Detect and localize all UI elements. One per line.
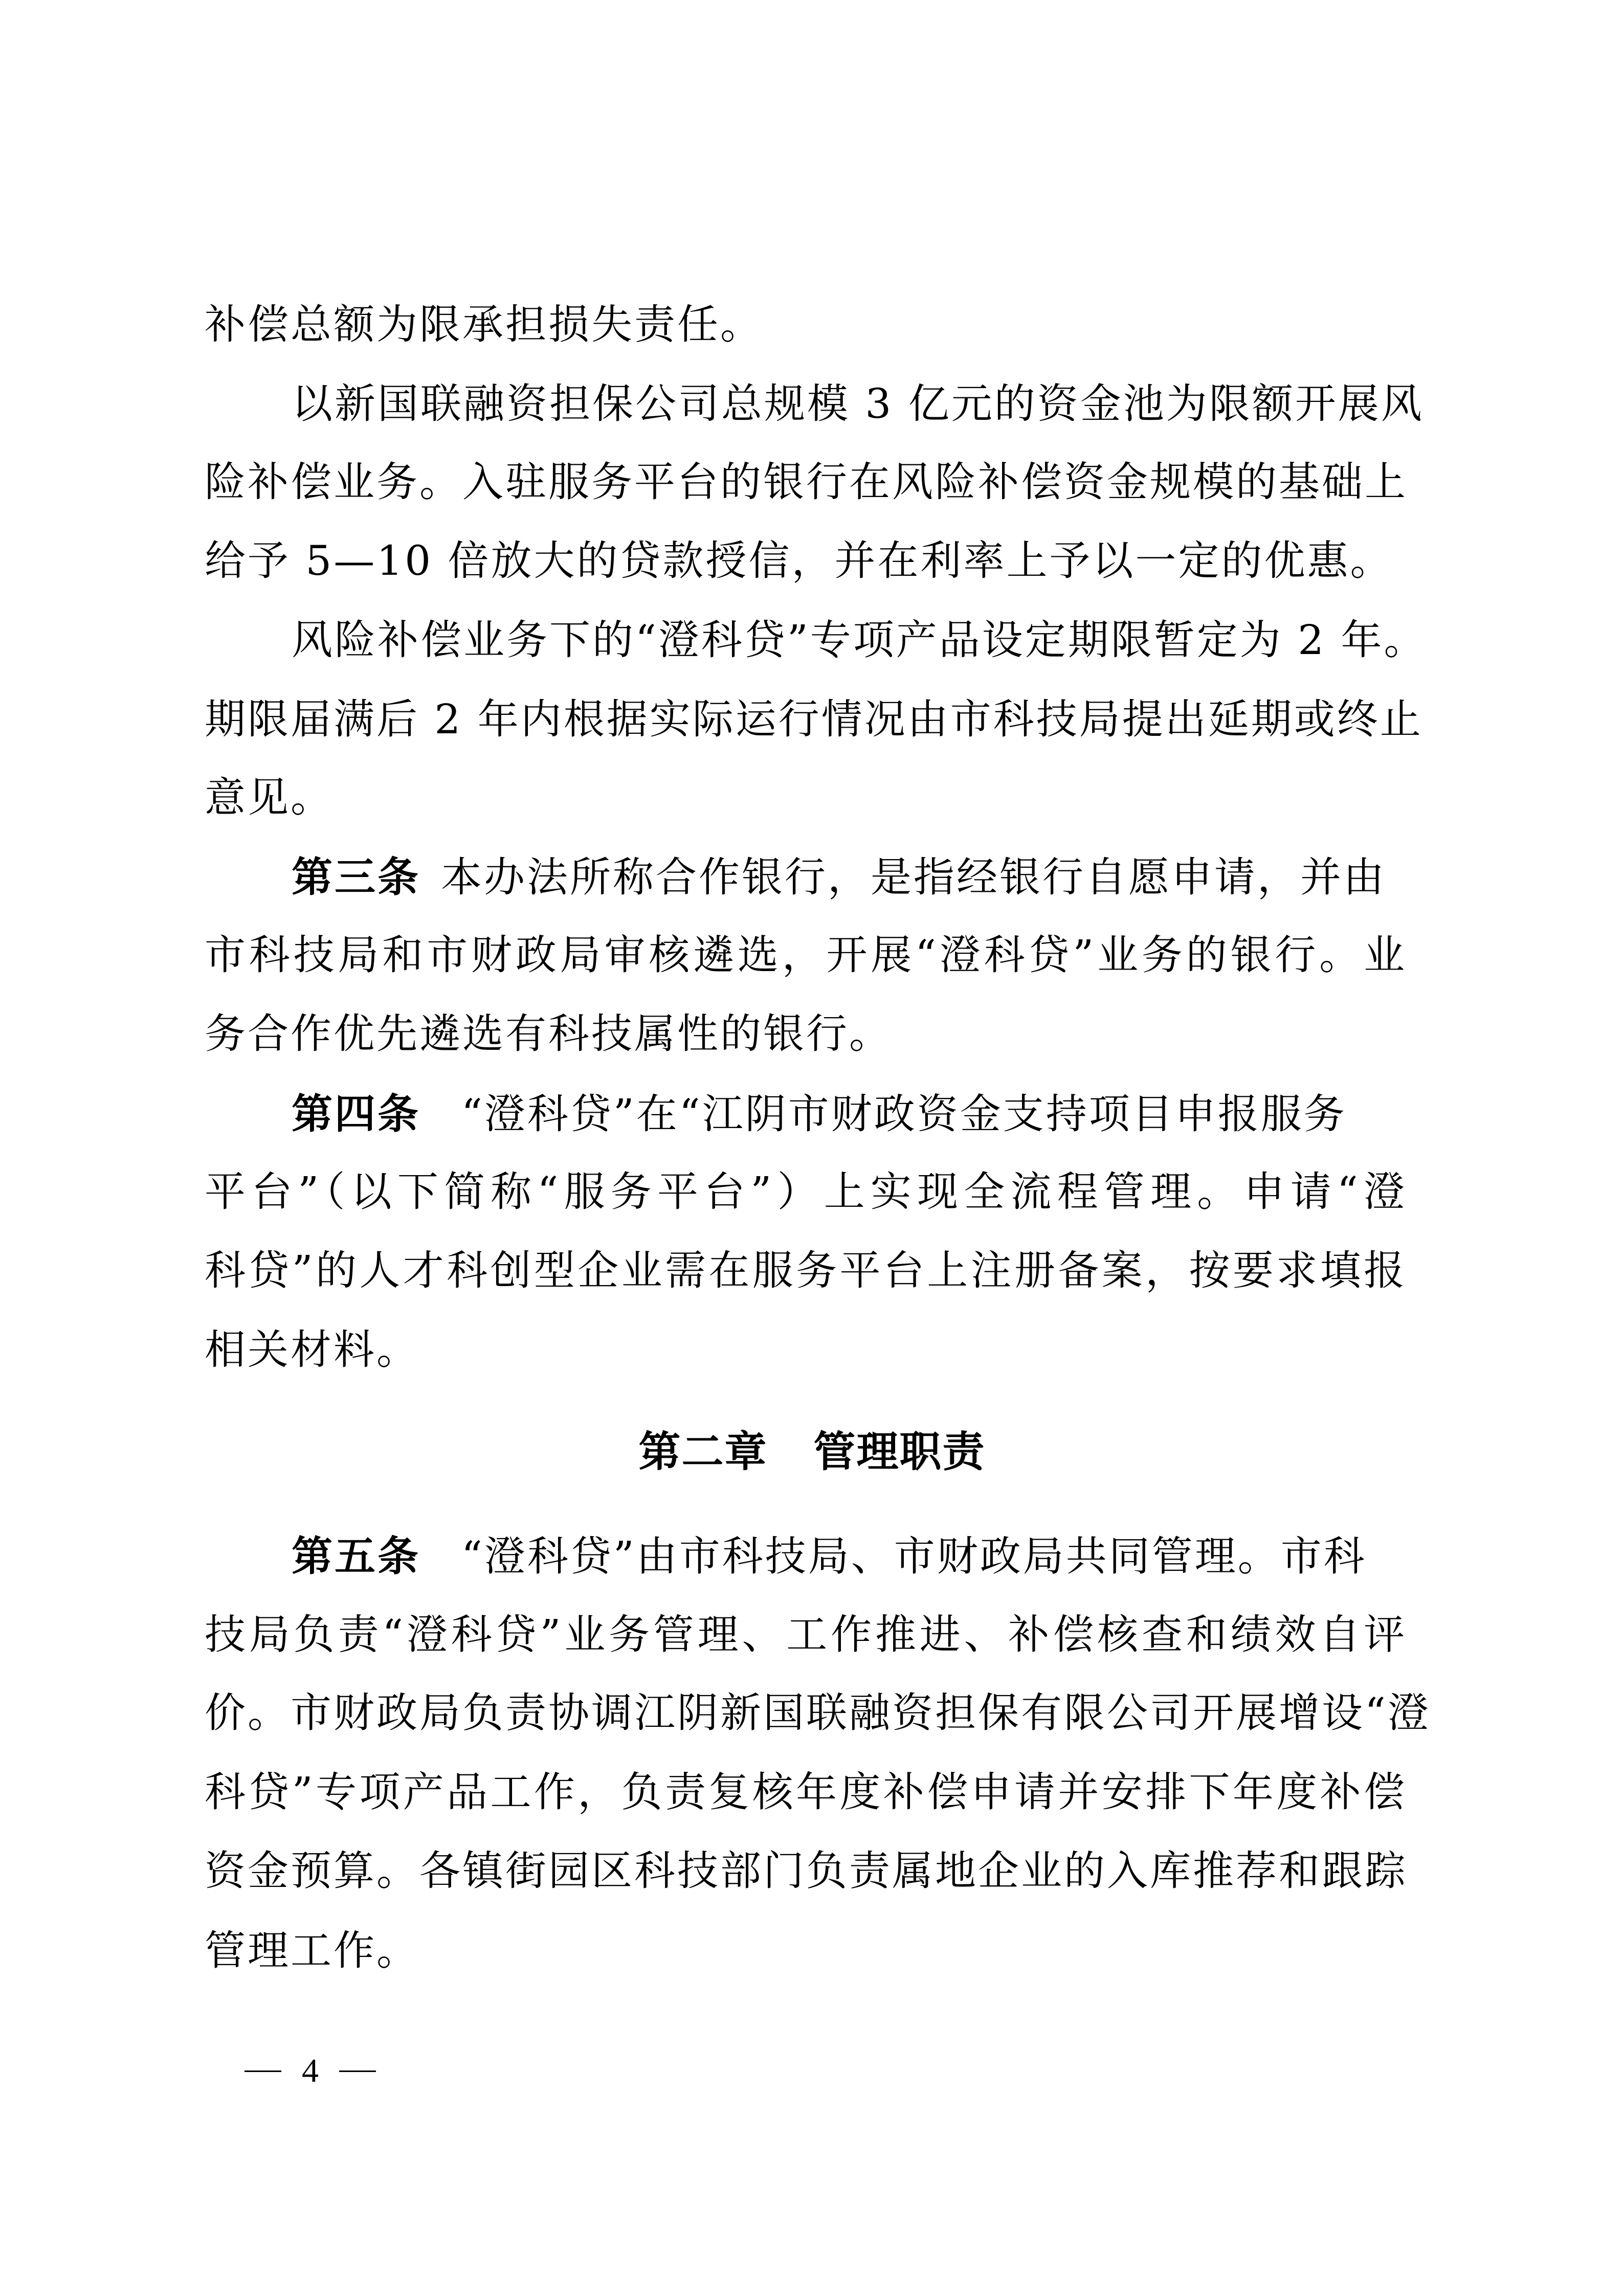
- article-3-line: 务合作优先遴选有科技属性的银行。: [205, 1010, 892, 1057]
- article-3-label: 第三条: [292, 853, 420, 901]
- article-5-line: [292, 1530, 1407, 1582]
- article-4-line: 科贷”的人才科创型企业需在服务平台上注册备案，按要求填报: [205, 1247, 1407, 1294]
- paragraph-line: 给予 5—10 倍放大的贷款授信，并在利率上予以一定的优惠。: [205, 537, 1393, 584]
- article-5-line: 科贷”专项产品工作，负责复核年度补偿申请并安排下年度补偿: [205, 1768, 1407, 1816]
- paragraph-line: 补偿总额为限承担损失责任。: [205, 301, 763, 348]
- dash-right: [339, 2070, 376, 2072]
- article-5-line: 价。市财政局负责协调江阴新国联融资担保有限公司开展增设“澄: [205, 1689, 1431, 1737]
- article-4-line: [292, 1088, 1407, 1139]
- dash-left: [244, 2070, 281, 2072]
- article-4-label: 第四条: [292, 1090, 420, 1138]
- page-number: [244, 2051, 376, 2091]
- article-4-text: “澄科贷”在“江阴市财政资金支持项目申报服务: [461, 1090, 1347, 1138]
- article-3-text: 本办法所称合作银行，是指经银行自愿申请，并由: [441, 853, 1386, 901]
- article-3-line: 市科技局和市财政局审核遴选，开展“澄科贷”业务的银行。业: [205, 931, 1407, 979]
- chapter-number: 第二章: [638, 1428, 768, 1476]
- article-4-line: 平台”（以下简称“服务平台”）上实现全流程管理。申请“澄: [205, 1168, 1407, 1215]
- article-5-text: “澄科贷”由市科技局、市财政局共同管理。市科: [461, 1533, 1367, 1580]
- article-4-line: 相关材料。: [205, 1326, 419, 1374]
- paragraph-line: 险补偿业务。入驻服务平台的银行在风险补偿资金规模的基础上: [205, 458, 1408, 506]
- paragraph-line: 期限届满后 2 年内根据实际运行情况由市科技局提出延期或终止: [205, 695, 1423, 743]
- article-5-label: 第五条: [292, 1532, 420, 1580]
- chapter-title: 管理职责: [813, 1428, 986, 1476]
- paragraph-line: 风险补偿业务下的“澄科贷”专项产品设定期限暂定为 2 年。: [292, 616, 1427, 664]
- paragraph-line: 以新国联融资担保公司总规模 3 亿元的资金池为限额开展风: [292, 380, 1424, 427]
- article-3-line: [292, 851, 1407, 903]
- article-5-line: 技局负责“澄科贷”业务管理、工作推进、补偿核查和绩效自评: [205, 1611, 1407, 1658]
- page-number-value: 4: [302, 2052, 319, 2089]
- paragraph-line: 意见。: [205, 774, 333, 821]
- chapter-heading: [0, 1427, 1624, 1478]
- article-5-line: 资金预算。各镇街园区科技部门负责属地企业的入库推荐和跟踪: [205, 1847, 1408, 1895]
- article-5-line: 管理工作。: [205, 1927, 419, 1974]
